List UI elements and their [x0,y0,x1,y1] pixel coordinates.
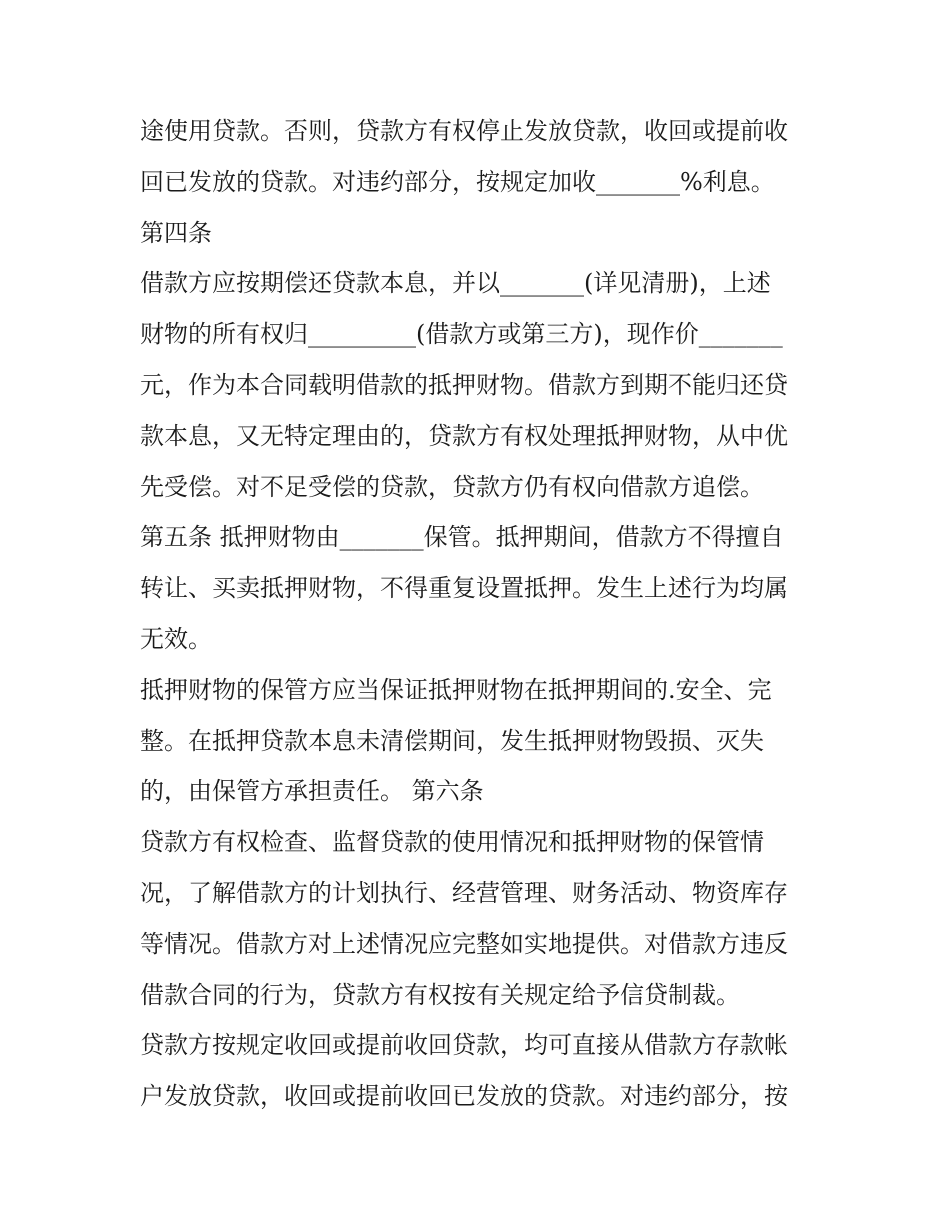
text-line: 第五条 抵押财物由_______保管。抵押期间，借款方不得擅自 [140,523,784,552]
text-line: 财物的所有权归_________(借款方或第三方)，现作价_______ [140,320,783,349]
text-line: 整。在抵押贷款本息未清偿期间，发生抵押财物毁损、灭失 [140,726,764,755]
text-line: 况，了解借款方的计划执行、经营管理、财务活动、物资库存 [140,878,788,907]
text-line: 回已发放的贷款。对违约部分，按规定加收_______%利息。 [140,167,775,196]
text-line: 款本息，又无特定理由的，贷款方有权处理抵押财物，从中优 [140,421,788,450]
text-line: 户发放贷款，收回或提前收回已发放的贷款。对违约部分，按 [140,1082,788,1111]
text-line: 贷款方按规定收回或提前收回贷款，均可直接从借款方存款帐 [140,1031,788,1060]
text-line: 借款方应按期偿还贷款本息，并以_______(详见清册)，上述 [140,269,771,298]
text-line: 无效。 [140,624,212,653]
contract-text [140,106,830,1122]
text-line: 等情况。借款方对上述情况应完整如实地提供。对借款方违反 [140,929,788,958]
text-line: 抵押财物的保管方应当保证抵押财物在抵押期间的.安全、完 [140,675,772,704]
text-line: 途使用贷款。否则，贷款方有权停止发放贷款，收回或提前收 [140,117,788,145]
text-line: 贷款方有权检查、监督贷款的使用情况和抵押财物的保管情 [140,828,764,857]
text-line: 转让、买卖抵押财物，不得重复设置抵押。发生上述行为均属 [140,574,788,603]
text-line: 元，作为本合同载明借款的抵押财物。借款方到期不能归还贷 [140,370,788,399]
text-line: 借款合同的行为，贷款方有权按有关规定给予信贷制裁。 [140,980,740,1009]
article-heading: 第四条 [140,218,212,247]
text-line: 先受偿。对不足受偿的贷款，贷款方仍有权向借款方追偿。 [140,472,764,501]
text-line: 的，由保管方承担责任。 第六条 [140,777,484,806]
